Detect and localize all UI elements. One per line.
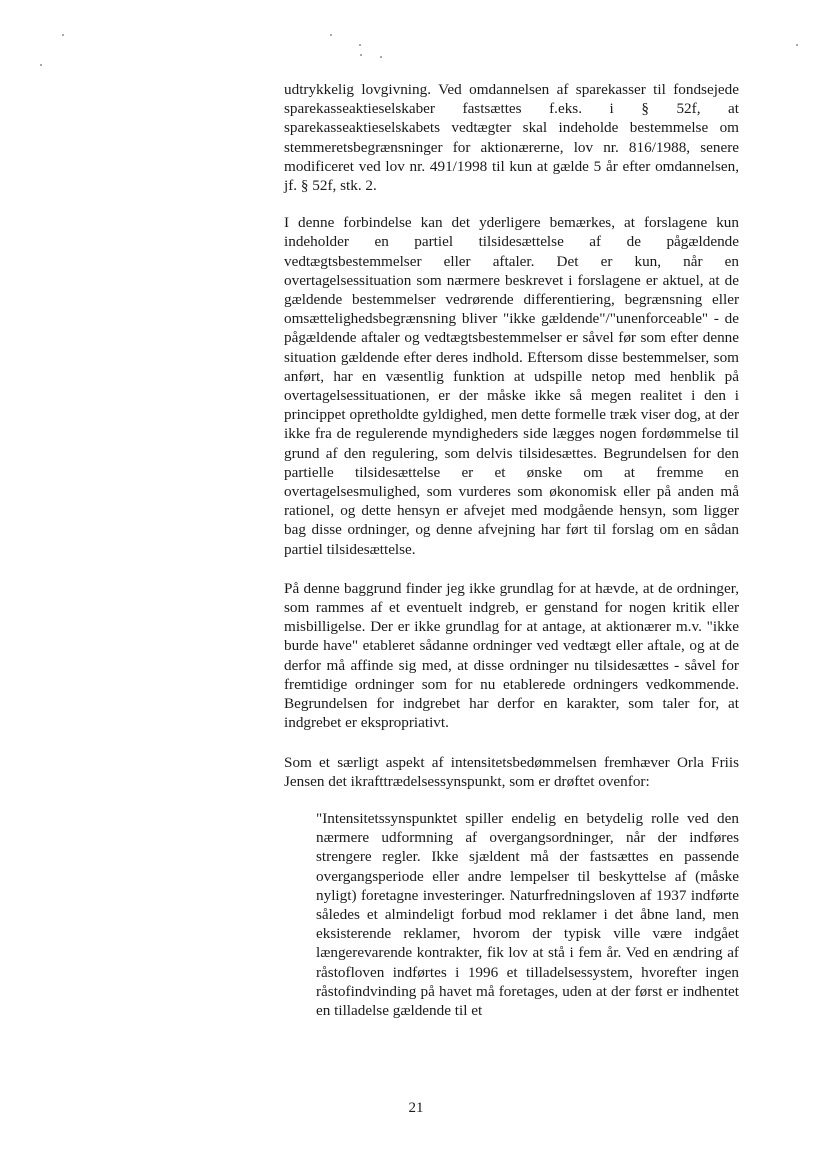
scan-speck bbox=[330, 34, 332, 36]
scan-speck bbox=[62, 34, 64, 36]
scan-speck bbox=[360, 54, 362, 56]
paragraph-1: udtrykkelig lovgivning. Ved omdannelsen af sparekasser til fondsejede sparekasseaktieselskaber fastsættes f.eks. i § 52f, at sparekasseaktieselskabets vedtægter skal indeholde bestemmelse om stemmeretsbegrænsninger for aktionærerne, lov nr. 816/1988, senere modificeret ved lov nr. 491/1998 til kun at gælde 5 år efter omdannelsen, jf. § 52f, stk. 2. bbox=[284, 81, 739, 195]
paragraph-2: I denne forbindelse kan det yderligere bemærkes, at forslagene kun indeholder en partiel tilsidesættelse af de pågældende vedtægtsbestemmelser eller aftaler. Det er kun, når en overtagelsessituation som nærmere beskrevet i forslagene er aktuel, at de gældende bestemmelser vedrørende differentiering, begrænsning eller omsættelighedsbegrænsning bliver "ikke gældende"/"unenforceable" - de pågældende aftaler og vedtægtsbestemmelser er såvel før som efter denne situation gældende efter deres indhold. Eftersom disse bestemmelser, som anført, har en væsentlig funktion at udspille netop med henblik på overtagelsessituationen, er der måske ikke så megen realitet i den i princippet opretholdte gyldighed, men dette formelle træk viser dog, at der ikke fra de regulerende myndigheders side lægges nogen fordømmelse til grund af den regulering, som delvis tilsidesættes. Begrundelsen for den partielle tilsidesættelse er et ønske om at fremme en overtagelsesmulighed, som vurderes som økonomisk eller på anden må rationel, og dette hensyn er afvejet med modgående hensyn, som ligger bag disse ordninger, og denne afvejning har ført til forslag om en sådan partiel tilsidesættelse. bbox=[284, 214, 739, 558]
scan-speck bbox=[380, 56, 382, 58]
scan-speck bbox=[796, 44, 798, 46]
block-quote: "Intensitetssynspunktet spiller endelig en betydelig rolle ved den nærmere udformning af overgangsordninger, når der indføres strengere regler. Ikke sjældent må der fastsættes en passende overgangsperiode eller andre lempelser til beskyttelse af (måske nyligt) foretagne investeringer. Naturfredningsloven af 1937 indførte således et almindeligt forbud mod reklamer i det åbne land, men eksisterende reklamer, hvorom der typisk ville være indgået længerevarende kontrakter, fik lov at stå i fem år. Ved en ændring af råstofloven indførtes i 1996 et tilladelsessystem, hvorefter ingen råstofindvinding på havet må foretages, uden at der først er indhentet en tilladelse gældende til et bbox=[316, 809, 739, 1019]
page-number: 21 bbox=[408, 1100, 424, 1116]
paragraph-4: Som et særligt aspekt af intensitetsbedømmelsen fremhæver Orla Friis Jensen det ikrafttrædelsessynspunkt, som er drøftet ovenfor: bbox=[284, 753, 739, 790]
scan-speck bbox=[40, 64, 42, 66]
document-page bbox=[284, 80, 739, 1035]
paragraph-3: På denne baggrund finder jeg ikke grundlag for at hævde, at de ordninger, som rammes af et eventuelt indgreb, er genstand for nogen kritik eller misbilligelse. Der er ikke grundlag for at antage, at aktionærer m.v. "ikke burde have" etableret sådanne ordninger ved vedtægt eller aftale, og at de derfor må affinde sig med, at disse ordninger nu tilsidesættes - såvel for fremtidige ordninger som for nu etablerede ordningers vedkommende. Begrundelsen for indgrebet har derfor en karakter, som taler for, at indgrebet er ekspropriativt. bbox=[284, 579, 739, 732]
scan-speck bbox=[359, 44, 361, 46]
